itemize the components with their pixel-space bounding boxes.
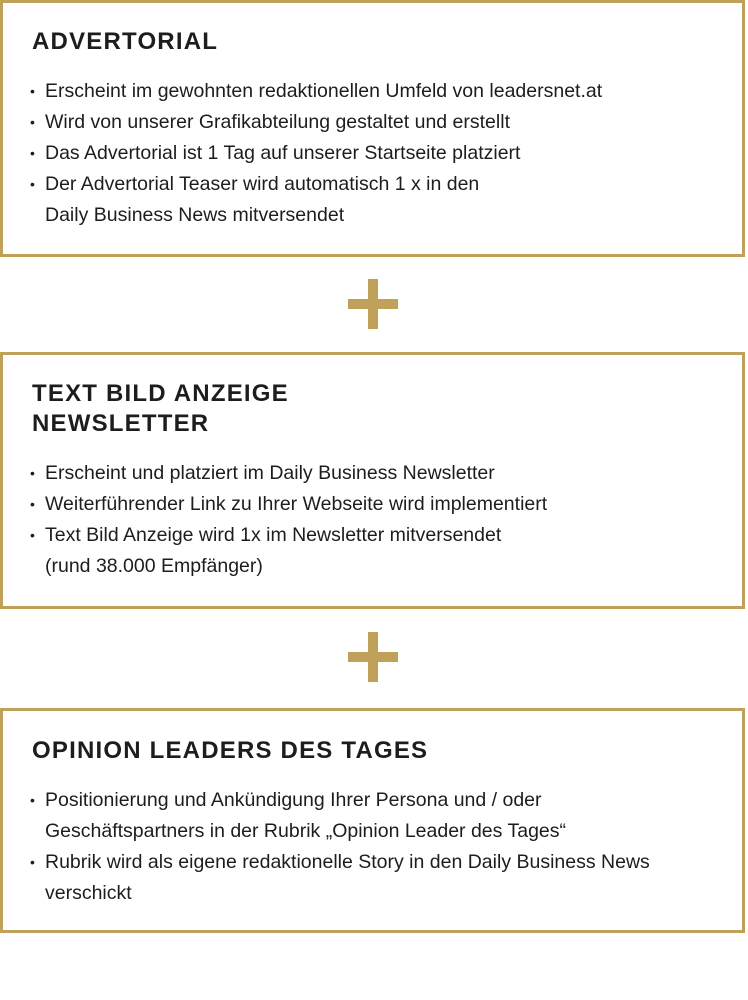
- list-item: • Erscheint im gewohnten redaktionellen Umfeld von leadersnet.at: [30, 76, 602, 107]
- advertorial-title: ADVERTORIAL: [32, 28, 219, 55]
- advertorial-bullet-list: [30, 76, 602, 231]
- advertorial-section: [0, 0, 745, 257]
- text-bild-anzeige-bullet-list: [30, 458, 547, 582]
- text-bild-anzeige-title: TEXT BILD ANZEIGE NEWSLETTER: [32, 380, 289, 437]
- opinion-leaders-bullet-list: [30, 785, 650, 909]
- list-item: • Weiterführender Link zu Ihrer Webseite wird implementiert: [30, 489, 547, 520]
- opinion-leaders-section: [0, 708, 745, 933]
- list-item: • Rubrik wird als eigene redaktionelle Story in den Daily Business News verschickt: [30, 847, 650, 909]
- list-item: • Der Advertorial Teaser wird automatisch 1 x in den Daily Business News mitversendet: [30, 169, 602, 231]
- list-item: • Wird von unserer Grafikabteilung gestaltet und erstellt: [30, 107, 602, 138]
- plus-icon: [348, 632, 398, 682]
- opinion-leaders-title: OPINION LEADERS DES TAGES: [32, 737, 429, 764]
- list-item: • Text Bild Anzeige wird 1x im Newsletter mitversendet (rund 38.000 Empfänger): [30, 520, 547, 582]
- plus-icon: [348, 279, 398, 329]
- list-item: • Erscheint und platziert im Daily Business Newsletter: [30, 458, 547, 489]
- list-item: • Das Advertorial ist 1 Tag auf unserer Startseite platziert: [30, 138, 602, 169]
- text-bild-anzeige-section: [0, 352, 745, 609]
- list-item: • Positionierung und Ankündigung Ihrer Persona und / oder Geschäftspartners in der Rubrik „Opinion Leader des Tages“: [30, 785, 650, 847]
